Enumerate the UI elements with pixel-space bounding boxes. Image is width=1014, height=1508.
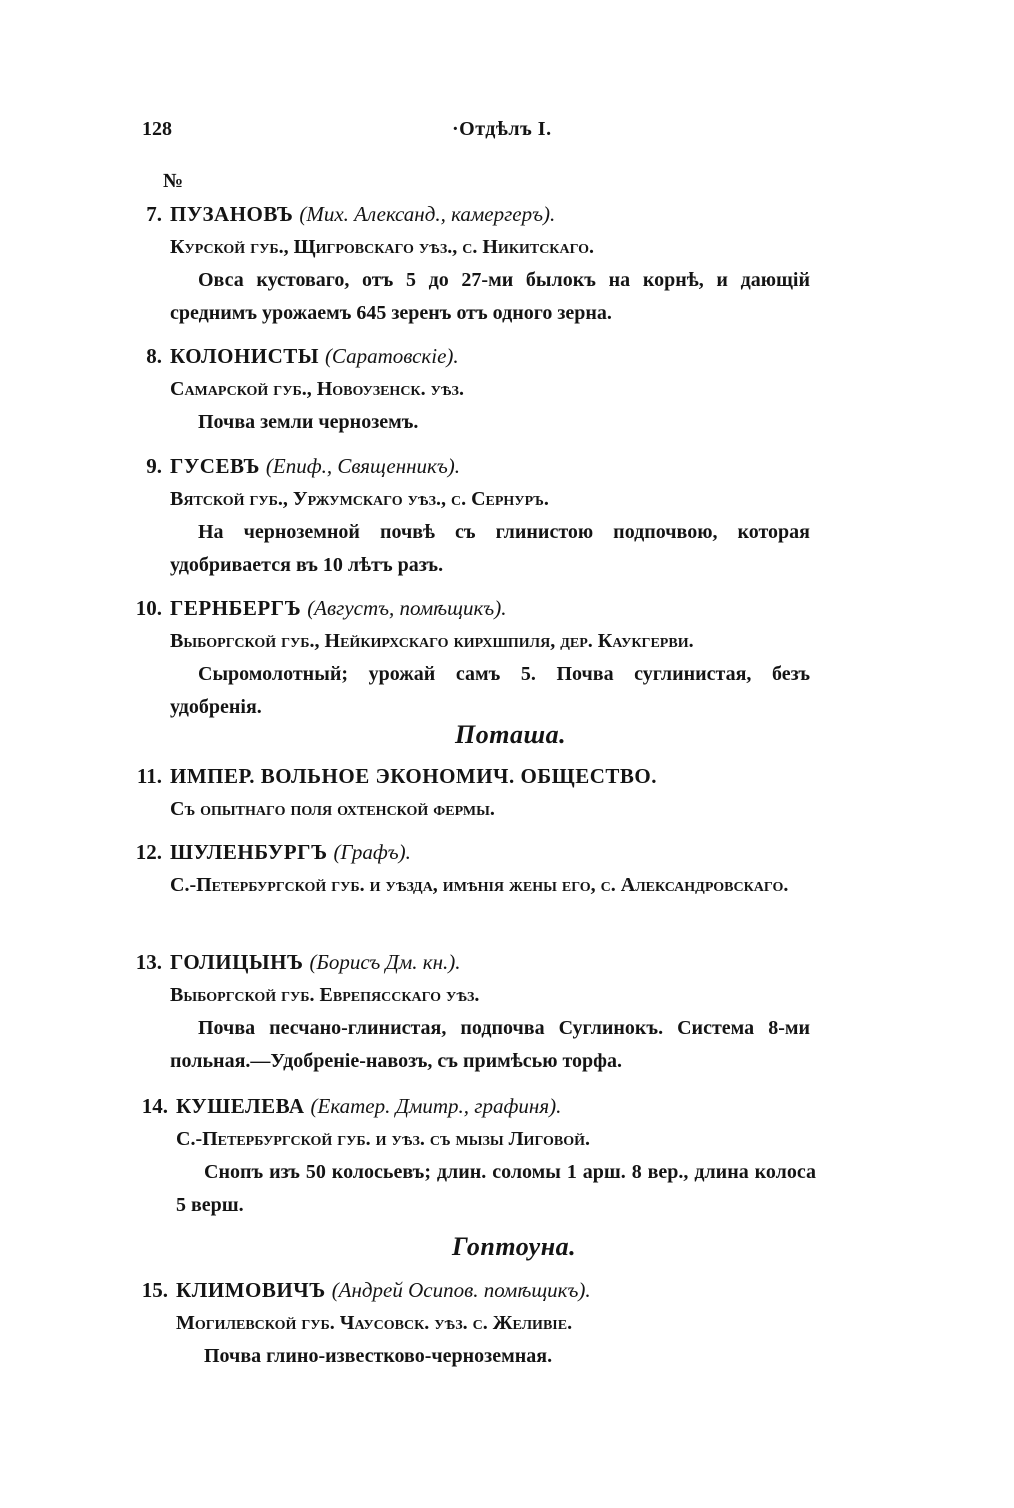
entry-number: 10. bbox=[135, 596, 162, 620]
entry-location: Курской губ., Щигровскаго уѣз., с. Никитскаго. bbox=[170, 236, 595, 258]
entry-description: На черноземной почвѣ съ глинистою подпочвою, которая удобривается въ 10 лѣтъ разъ. bbox=[170, 521, 810, 576]
entry-description: Почва земли черноземъ. bbox=[198, 411, 419, 433]
entry-qualifier: (Саратовскіе). bbox=[324, 344, 459, 368]
entry-number: 14. bbox=[141, 1094, 168, 1118]
entry-name: ГЕРНБЕРГЪ bbox=[170, 596, 302, 620]
entry-name: ИМПЕР. ВОЛЬНОЕ ЭКОНОМИЧ. ОБЩЕСТВО. bbox=[170, 764, 658, 788]
entry-name: ГОЛИЦЫНЪ bbox=[170, 950, 304, 974]
entry-location: С.-Петербургской губ. и уѣз. съ мызы Лиговой. bbox=[176, 1128, 591, 1150]
entry-description: Снопъ изъ 50 колосьевъ; длин. соломы 1 арш. 8 вер., длина колоса 5 верш. bbox=[176, 1161, 816, 1216]
entry-location: Могилевской губ. Чаусовск. уѣз. с. Желивіе. bbox=[176, 1312, 573, 1334]
entry-description: Овса кустоваго, отъ 5 до 27-ми былокъ на корнѣ, и дающій среднимъ урожаемъ 645 зеренъ отъ одного зерна. bbox=[170, 269, 810, 324]
entry-number: 9. bbox=[146, 454, 162, 478]
entry-9 bbox=[122, 450, 842, 582]
entry-location: Съ опытнаго поля охтенской фермы. bbox=[170, 798, 495, 820]
entry-7 bbox=[122, 198, 842, 330]
entry-description: Сыромолотный; урожай самъ 5. Почва суглинистая, безъ удобренія. bbox=[170, 663, 810, 718]
entry-15 bbox=[128, 1274, 848, 1373]
running-head: ·Отдѣлъ I. bbox=[452, 118, 552, 140]
entry-location: Вятской губ., Уржумскаго уѣз., с. Сернуръ. bbox=[170, 488, 549, 510]
page-number: 128 bbox=[142, 118, 172, 140]
entry-qualifier: (Екатер. Дмитр., графиня). bbox=[310, 1094, 562, 1118]
entry-name: ПУЗАНОВЪ bbox=[170, 202, 294, 226]
entry-name: ГУСЕВЪ bbox=[170, 454, 260, 478]
entry-location: С.-Петербургской губ. и уѣзда, имѣнія жены его, с. Александровскаго. bbox=[170, 874, 789, 896]
entry-name: КУШЕЛЕВА bbox=[176, 1094, 305, 1118]
entry-11 bbox=[122, 760, 842, 826]
entry-qualifier: (Августъ, помѣщикъ). bbox=[307, 596, 507, 620]
entry-location: Самарской губ., Новоузенск. уѣз. bbox=[170, 378, 464, 400]
entry-qualifier: (Графъ). bbox=[333, 840, 411, 864]
entry-number: 13. bbox=[135, 950, 162, 974]
entry-number: 11. bbox=[136, 764, 162, 788]
entry-description: Почва глино-известково-черноземная. bbox=[204, 1345, 553, 1367]
entry-qualifier: (Мих. Александ., камергеръ). bbox=[299, 202, 556, 226]
entry-10 bbox=[122, 592, 842, 724]
entry-description: Почва песчано-глинистая, подпочва Суглинокъ. Система 8-ми польная.—Удобреніе-навозъ, съ примѣсью торфа. bbox=[170, 1017, 810, 1072]
entry-location: Выборгской губ. Еврепясскаго уѣз. bbox=[170, 984, 480, 1006]
entry-name: КЛИМОВИЧЪ bbox=[176, 1278, 326, 1302]
section-heading-potash: Поташа. bbox=[455, 720, 567, 749]
entry-number: 12. bbox=[135, 840, 162, 864]
entry-number: 8. bbox=[146, 344, 162, 368]
numero-sign: № bbox=[163, 170, 184, 192]
entry-8 bbox=[122, 340, 842, 439]
entry-12 bbox=[122, 836, 842, 902]
entry-qualifier: (Андрей Осипов. помѣщикъ). bbox=[331, 1278, 591, 1302]
entry-number: 15. bbox=[141, 1278, 168, 1302]
entry-name: ШУЛЕНБУРГЪ bbox=[170, 840, 328, 864]
entry-location: Выборгской губ., Нейкирхскаго кирхшпиля, дер. Каукгерви. bbox=[170, 630, 694, 652]
entry-13 bbox=[122, 946, 842, 1078]
entry-number: 7. bbox=[146, 202, 162, 226]
entry-name: КОЛОНИСТЫ bbox=[170, 344, 319, 368]
entry-qualifier: (Епиф., Священникъ). bbox=[265, 454, 460, 478]
page-header bbox=[142, 118, 862, 148]
section-heading-hopetoun: Гоптоуна. bbox=[452, 1232, 577, 1261]
entry-14 bbox=[128, 1090, 848, 1222]
entry-qualifier: (Борисъ Дм. кн.). bbox=[309, 950, 461, 974]
